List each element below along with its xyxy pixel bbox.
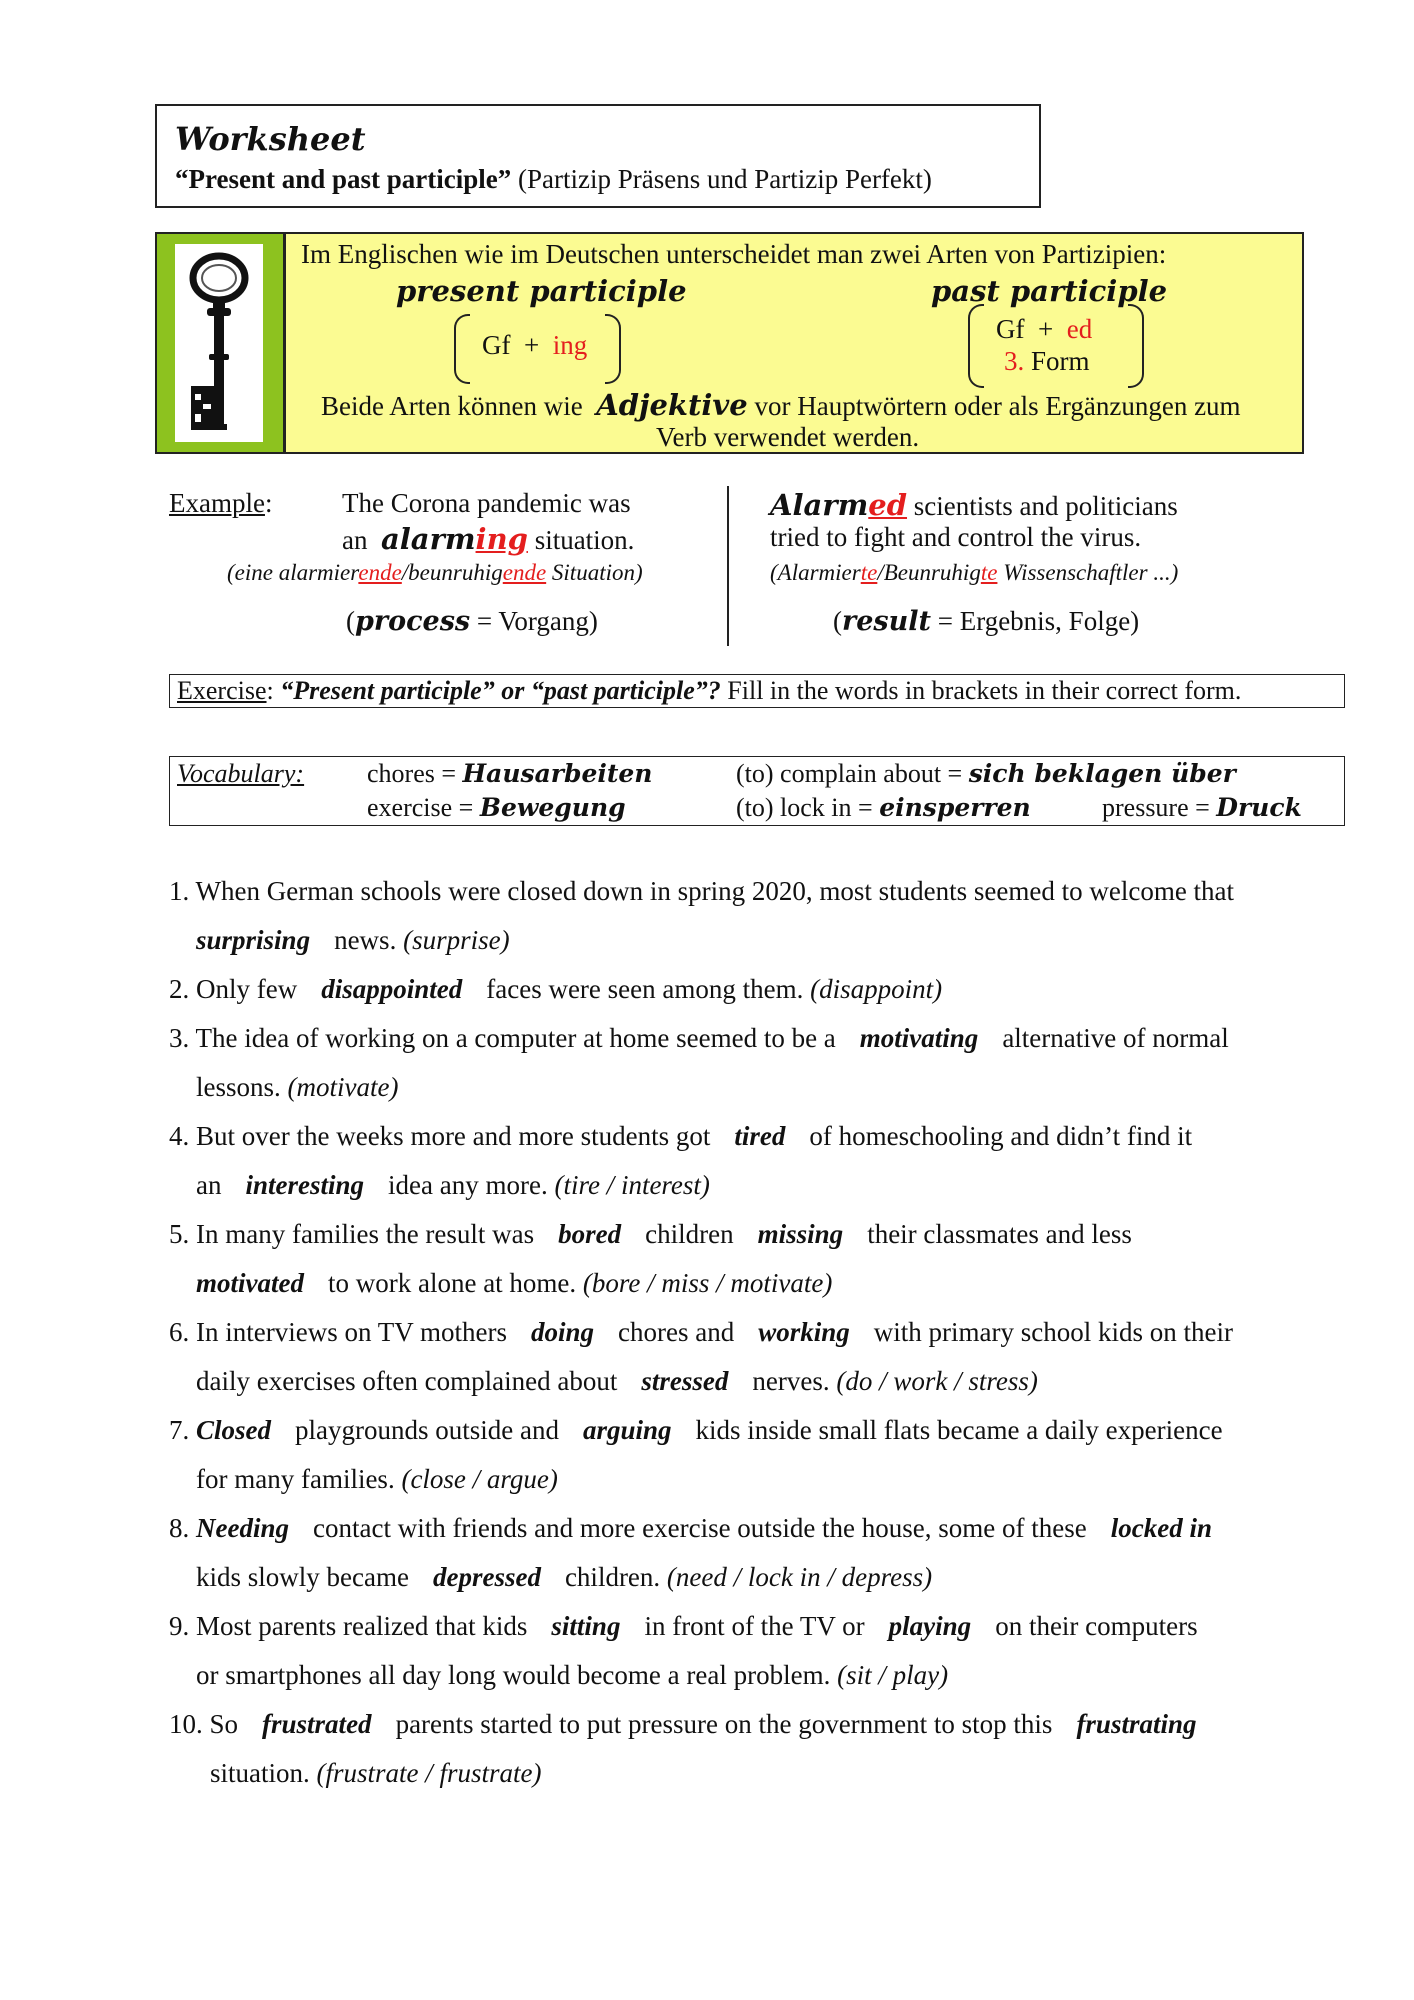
item-text: daily exercises often complained about (196, 1366, 618, 1396)
present-participle-label: present participle (396, 274, 687, 308)
example-label (169, 488, 272, 519)
exercise-item-4-line-2 (196, 1170, 710, 1201)
item-number: 10. (169, 1709, 203, 1739)
item-text: or smartphones all day long would become a real problem. (196, 1660, 831, 1690)
answer-word: working (758, 1317, 850, 1347)
exercise-item-3-line-1 (169, 1023, 1229, 1054)
answer-word: locked in (1110, 1513, 1212, 1543)
example-an: an (342, 525, 368, 555)
exercise-item-7-line-2 (196, 1464, 558, 1495)
vocab-exercise-de: Bewegung (479, 793, 626, 822)
answer-word: motivated (196, 1268, 304, 1298)
worksheet-title: Worksheet (175, 120, 366, 158)
example-right-line-2: tried to fight and control the virus. (770, 522, 1142, 552)
present-bracket-right (605, 314, 621, 384)
worksheet-subtitle (175, 164, 932, 195)
key-image-background (175, 244, 263, 442)
item-number: 7. (169, 1415, 190, 1445)
item-text: In many families the result was (196, 1219, 535, 1249)
item-hint: (tire / interest) (554, 1170, 710, 1200)
exercise-item-9-line-2 (196, 1660, 948, 1691)
exercise-item-10-line-2 (210, 1758, 542, 1789)
past-bracket-left (968, 304, 984, 388)
item-text: on their computers (995, 1611, 1198, 1641)
item-text: children. (564, 1562, 661, 1592)
exercise-item-5-line-2 (196, 1268, 832, 1299)
example-left-line-3 (227, 560, 643, 586)
title-box (155, 104, 1041, 208)
answer-word: tired (734, 1121, 786, 1151)
exercise-colon: : (266, 676, 274, 705)
example-result-rest: = Ergebnis, Folge) (930, 606, 1140, 636)
exercise-item-5-line-1 (169, 1219, 1132, 1250)
exercise-item-9-line-1 (169, 1611, 1198, 1642)
item-hint: (frustrate / frustrate) (316, 1758, 542, 1788)
item-text: kids slowly became (196, 1562, 409, 1592)
past-formula (996, 314, 1092, 345)
exercise-item-1-line-1 (169, 876, 1234, 907)
exercise-item-1-line-2 (196, 925, 510, 956)
item-text: for many families. (196, 1464, 395, 1494)
past-bracket-right (1128, 304, 1144, 388)
item-number: 2. (169, 974, 190, 1004)
answer-word: stressed (641, 1366, 729, 1396)
item-hint: (close / argue) (401, 1464, 558, 1494)
example-ger-a: (eine alarmier (227, 560, 359, 585)
past-formula-ed: ed (1066, 314, 1093, 344)
example-te-2: te (980, 560, 998, 585)
example-ende-2: ende (502, 560, 547, 585)
item-number: 8. (169, 1513, 190, 1543)
info-both-a: Beide Arten können wie (321, 391, 583, 421)
example-process: process (355, 606, 471, 637)
vocab-exercise (367, 793, 626, 823)
vocab-complain-en: (to) complain about = (736, 759, 963, 788)
example-result: result (842, 606, 931, 637)
vocab-lockin-de: einsperren (879, 793, 1031, 822)
exercise-instruction-text: Fill in the words in brackets in their correct form. (727, 676, 1242, 705)
answer-word: Needing (196, 1513, 289, 1543)
present-formula-gf: Gf (482, 330, 511, 360)
exercise-item-4-line-1 (169, 1121, 1192, 1152)
item-text: But over the weeks more and more students got (196, 1121, 711, 1151)
example-ing-ending: ing (475, 522, 528, 556)
info-intro: Im Englischen wie im Deutschen unterscheidet man zwei Arten von Partizipien: (301, 239, 1167, 269)
answer-word: Closed (196, 1415, 272, 1445)
key-icon (175, 244, 263, 442)
item-text: When German schools were closed down in spring 2020, most students seemed to welcome that (195, 876, 1235, 906)
item-text: idea any more. (388, 1170, 548, 1200)
item-text: children (645, 1219, 734, 1249)
info-both-c: Verb verwendet werden. (656, 422, 920, 452)
item-hint: (motivate) (287, 1072, 399, 1102)
vocab-pressure (1102, 793, 1302, 823)
example-ger-right-c: Wissenschaftler ...) (997, 560, 1179, 585)
item-text: chores and (618, 1317, 735, 1347)
example-left-line-2 (342, 522, 634, 556)
item-text: So (209, 1709, 239, 1739)
vocabulary-box (169, 756, 1345, 826)
item-text: an (196, 1170, 222, 1200)
item-text: faces were seen among them. (486, 974, 804, 1004)
item-text: parents started to put pressure on the government to stop this (395, 1709, 1053, 1739)
item-hint: (surprise) (403, 925, 510, 955)
vocab-exercise-en: exercise = (367, 793, 474, 822)
item-number: 3. (169, 1023, 190, 1053)
example-divider (727, 486, 729, 646)
info-adjektive: Adjektive (596, 388, 748, 422)
item-hint: (do / work / stress) (836, 1366, 1038, 1396)
subtitle-rest: (Partizip Präsens und Partizip Perfekt) (518, 164, 932, 194)
item-text: with primary school kids on their (873, 1317, 1233, 1347)
vocab-complain (736, 759, 1236, 789)
vocab-chores (367, 759, 653, 789)
example-alarm-stem: alarm (380, 522, 476, 556)
exercise-item-2 (169, 974, 942, 1005)
example-ger-b: /beunruhig (401, 560, 503, 585)
example-process-open: ( (346, 606, 355, 636)
example-label-text: Example (169, 488, 265, 518)
item-text: In interviews on TV mothers (196, 1317, 507, 1347)
item-number: 6. (169, 1317, 190, 1347)
past-participle-label: past participle (931, 274, 1168, 308)
answer-word: motivating (859, 1023, 979, 1053)
answer-word: arguing (582, 1415, 672, 1445)
vocab-chores-de: Hausarbeiten (462, 759, 653, 788)
example-ende-1: ende (358, 560, 402, 585)
exercise-question: “Present participle” or “past participle”? (280, 676, 721, 705)
item-text: situation. (210, 1758, 310, 1788)
item-number: 5. (169, 1219, 190, 1249)
vocab-lockin (736, 793, 1031, 823)
example-alarmed-stem: Alarm (770, 488, 869, 522)
example-right-rest: scientists and politicians (913, 491, 1178, 521)
past-formula-third-number: 3. (1004, 346, 1025, 376)
answer-word: frustrating (1076, 1709, 1197, 1739)
item-text: kids inside small flats became a daily experience (695, 1415, 1223, 1445)
answer-word: depressed (432, 1562, 541, 1592)
vocab-pressure-de: Druck (1216, 793, 1302, 822)
item-text: of homeschooling and didn’t find it (809, 1121, 1193, 1151)
past-formula-plus: + (1038, 314, 1054, 344)
item-text: lessons. (196, 1072, 281, 1102)
example-ger-c: Situation) (546, 560, 643, 585)
item-text: alternative of normal (1002, 1023, 1229, 1053)
item-number: 1. (169, 876, 190, 906)
answer-word: surprising (196, 925, 311, 955)
example-right-line-4 (833, 606, 1139, 637)
example-label-colon: : (264, 488, 273, 518)
exercise-item-8-line-1 (169, 1513, 1212, 1544)
vocab-chores-en: chores = (367, 759, 457, 788)
item-text: Only few (196, 974, 298, 1004)
item-hint: (bore / miss / motivate) (582, 1268, 833, 1298)
answer-word: playing (888, 1611, 972, 1641)
answer-word: disappointed (321, 974, 463, 1004)
example-right-line-1 (770, 488, 1178, 522)
item-text: news. (334, 925, 397, 955)
key-image-frame (155, 232, 285, 454)
example-left-line-1: The Corona pandemic was (342, 488, 631, 518)
exercise-instruction-box (169, 674, 1345, 708)
answer-word: bored (558, 1219, 622, 1249)
past-formula-gf: Gf (996, 314, 1025, 344)
item-text: in front of the TV or (644, 1611, 865, 1641)
answer-word: missing (757, 1219, 844, 1249)
vocab-pressure-en: pressure = (1102, 793, 1210, 822)
answer-word: sitting (551, 1611, 621, 1641)
exercise-item-6-line-2 (196, 1366, 1038, 1397)
exercise-item-10-line-1 (169, 1709, 1197, 1740)
example-process-rest: = Vorgang) (470, 606, 598, 636)
item-text: playgrounds outside and (295, 1415, 559, 1445)
present-formula-ing: ing (552, 330, 588, 360)
example-situation: situation. (534, 525, 635, 555)
item-hint: (sit / play) (837, 1660, 949, 1690)
example-ger-right-a: (Alarmier (770, 560, 861, 585)
item-text: Most parents realized that kids (196, 1611, 528, 1641)
item-text: to work alone at home. (327, 1268, 577, 1298)
item-hint: (disappoint) (810, 974, 943, 1004)
example-left-line-4 (346, 606, 598, 637)
past-formula-form: Form (1031, 346, 1090, 376)
example-result-open: ( (833, 606, 842, 636)
item-text: contact with friends and more exercise outside the house, some of these (312, 1513, 1087, 1543)
info-both-line (321, 388, 1241, 422)
item-text: The idea of working on a computer at home seemed to be a (195, 1023, 836, 1053)
exercise-item-3-line-2 (196, 1072, 398, 1103)
example-alarmed (770, 488, 907, 522)
answer-word: interesting (245, 1170, 365, 1200)
vocab-lockin-en: (to) lock in = (736, 793, 873, 822)
subtitle-bold: “Present and past participle” (175, 164, 512, 194)
item-hint: (need / lock in / depress) (666, 1562, 933, 1592)
past-formula-third (1004, 346, 1090, 377)
vocab-complain-de: sich beklagen über (968, 759, 1236, 788)
exercise-instruction (177, 676, 1241, 706)
example-te-1: te (860, 560, 878, 585)
example-alarming (381, 522, 528, 556)
item-number: 4. (169, 1121, 190, 1151)
exercise-item-6-line-1 (169, 1317, 1233, 1348)
example-right-line-3 (770, 560, 1178, 586)
exercise-item-8-line-2 (196, 1562, 932, 1593)
present-formula-plus: + (524, 330, 540, 360)
vocabulary-label: Vocabulary: (177, 759, 305, 788)
item-number: 9. (169, 1611, 190, 1641)
participle-info-box (284, 232, 1304, 454)
item-text: their classmates and less (867, 1219, 1132, 1249)
exercise-item-7-line-1 (169, 1415, 1223, 1446)
exercise-label: Exercise (177, 676, 267, 705)
answer-word: doing (530, 1317, 594, 1347)
example-ger-right-b: /Beunruhig (877, 560, 981, 585)
answer-word: frustrated (262, 1709, 372, 1739)
present-bracket-left (454, 314, 470, 384)
present-formula (482, 330, 587, 361)
item-text: nerves. (752, 1366, 830, 1396)
example-ed-ending: ed (868, 488, 908, 522)
info-both-b: vor Hauptwörtern oder als Ergänzungen zum (754, 391, 1241, 421)
